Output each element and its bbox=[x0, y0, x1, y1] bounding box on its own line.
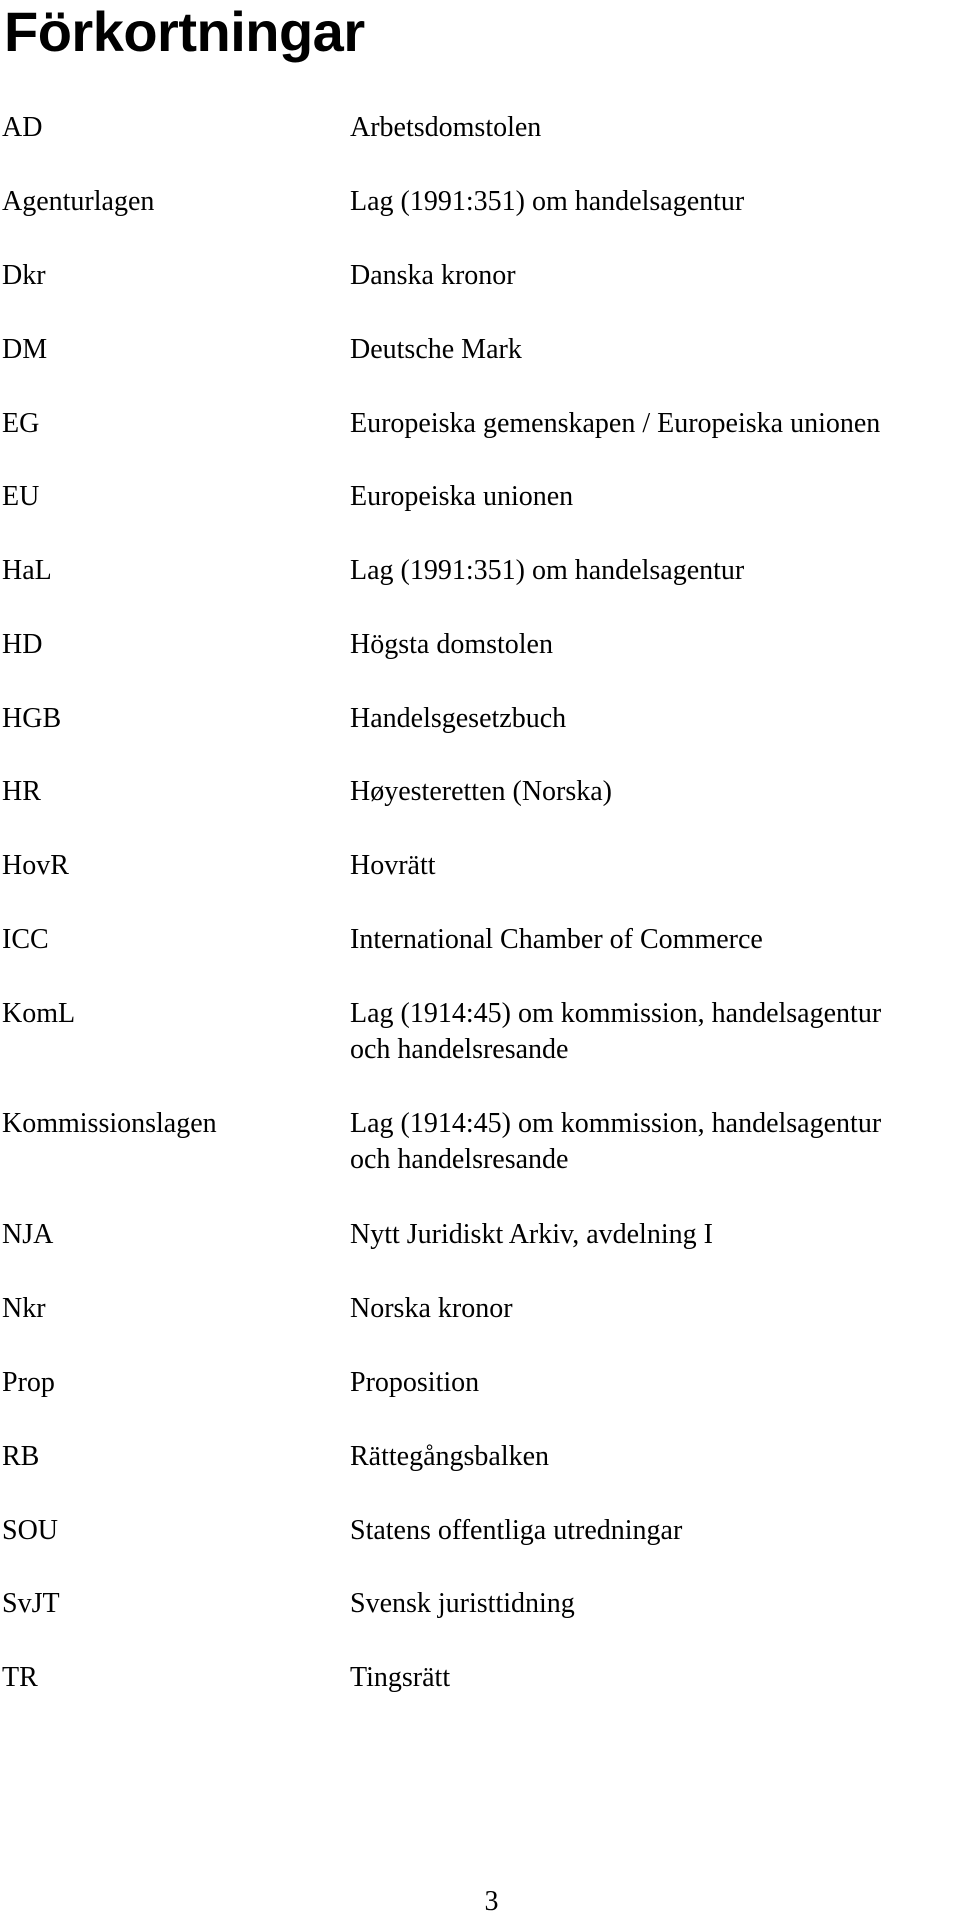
page-number: 3 bbox=[484, 1886, 499, 1917]
abbreviation-term: ICC bbox=[2, 924, 49, 955]
abbreviation-term: HR bbox=[2, 776, 41, 807]
abbreviation-term: Kommissionslagen bbox=[2, 1108, 217, 1139]
abbreviation-definition: och handelsresande bbox=[350, 1144, 569, 1175]
abbreviation-term: SvJT bbox=[2, 1588, 60, 1619]
abbreviation-term: HGB bbox=[2, 703, 62, 734]
page-title: Förkortningar bbox=[4, 0, 365, 63]
abbreviation-term: Prop bbox=[2, 1367, 55, 1398]
abbreviation-definition: Norska kronor bbox=[350, 1293, 513, 1324]
abbreviation-definition: Danska kronor bbox=[350, 260, 516, 291]
abbreviation-definition: Högsta domstolen bbox=[350, 629, 553, 660]
abbreviation-definition: Europeiska gemenskapen / Europeiska unionen bbox=[350, 408, 881, 439]
abbreviation-definition: Statens offentliga utredningar bbox=[350, 1515, 683, 1546]
abbreviation-definition: Rättegångsbalken bbox=[350, 1441, 550, 1472]
abbreviation-definition: Lag (1991:351) om handelsagentur bbox=[350, 186, 745, 217]
abbreviation-term: Dkr bbox=[2, 260, 46, 291]
abbreviation-term: Agenturlagen bbox=[2, 186, 155, 217]
abbreviation-term: HovR bbox=[2, 850, 69, 881]
abbreviation-definition: och handelsresande bbox=[350, 1034, 569, 1065]
abbreviation-definition: Lag (1914:45) om kommission, handelsagentur bbox=[350, 1108, 882, 1139]
abbreviation-definition: Nytt Juridiskt Arkiv, avdelning I bbox=[350, 1219, 713, 1250]
abbreviation-term: RB bbox=[2, 1441, 40, 1472]
abbreviation-term: HaL bbox=[2, 555, 52, 586]
abbreviation-definition: Høyesteretten (Norska) bbox=[350, 776, 613, 807]
abbreviation-definition: Arbetsdomstolen bbox=[350, 112, 542, 143]
abbreviation-definition: International Chamber of Commerce bbox=[350, 924, 763, 955]
abbreviation-definition: Handelsgesetzbuch bbox=[350, 703, 567, 734]
abbreviation-definition: Lag (1991:351) om handelsagentur bbox=[350, 555, 745, 586]
abbreviation-term: KomL bbox=[2, 998, 76, 1029]
abbreviation-term: SOU bbox=[2, 1515, 59, 1546]
abbreviation-definition: Tingsrätt bbox=[350, 1662, 451, 1693]
abbreviation-definition: Europeiska unionen bbox=[350, 481, 574, 512]
abbreviation-term: DM bbox=[2, 334, 48, 365]
abbreviation-term: NJA bbox=[2, 1219, 54, 1250]
abbreviation-definition: Hovrätt bbox=[350, 850, 436, 881]
abbreviation-term: TR bbox=[2, 1662, 38, 1693]
abbreviation-definition: Svensk juristtidning bbox=[350, 1588, 575, 1619]
abbreviation-term: HD bbox=[2, 629, 43, 660]
abbreviation-term: EU bbox=[2, 481, 40, 512]
abbreviation-term: EG bbox=[2, 408, 40, 439]
abbreviation-term: AD bbox=[2, 112, 43, 143]
abbreviation-definition: Proposition bbox=[350, 1367, 480, 1398]
abbreviation-definition: Deutsche Mark bbox=[350, 334, 522, 365]
abbreviation-definition: Lag (1914:45) om kommission, handelsagentur bbox=[350, 998, 882, 1029]
abbreviation-term: Nkr bbox=[2, 1293, 46, 1324]
